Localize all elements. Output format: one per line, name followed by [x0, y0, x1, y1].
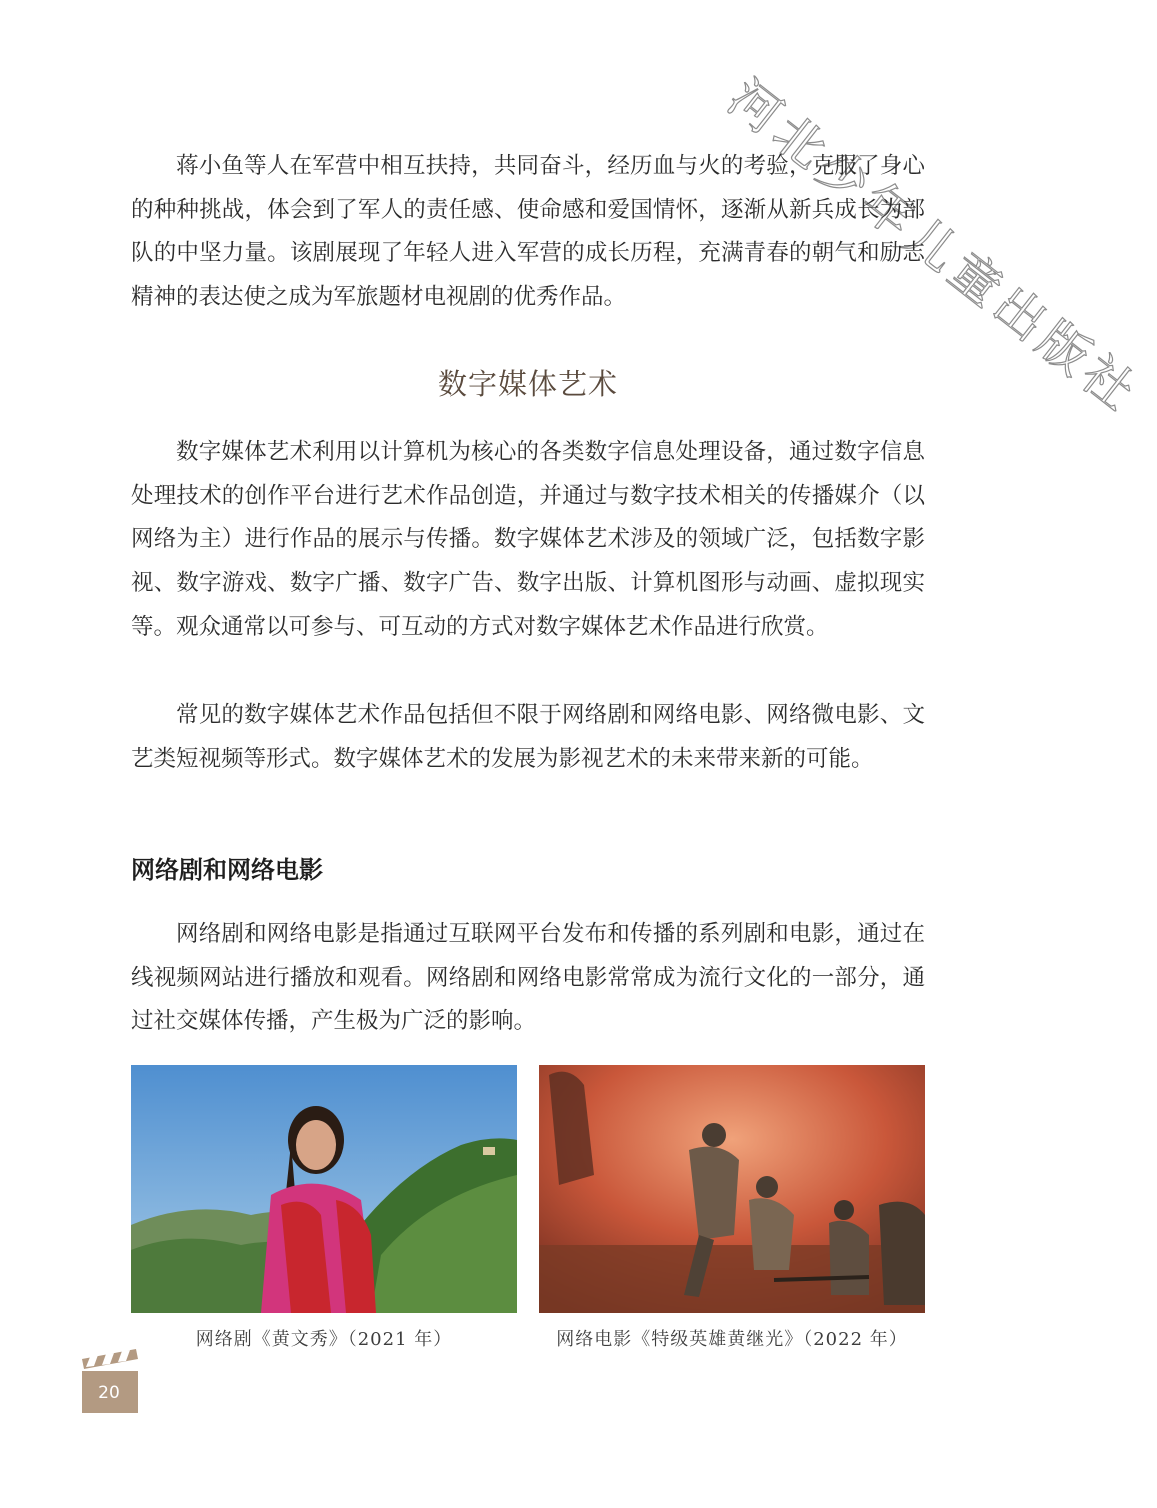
photo-huang-wenxiu	[131, 1065, 517, 1313]
section-title: 数字媒体艺术	[437, 367, 618, 401]
photo-huang-jiguang	[539, 1065, 925, 1313]
paragraph-digital-media-1: 数字媒体艺术利用以计算机为核心的各类数字信息处理设备，通过数字信息处理技术的创作平台进行艺术作品创造，并通过与数字技术相关的传播媒介（以网络为主）进行作品的展示与传播。数字媒体艺术涉及的领域广泛，包括数字影视、数字游戏、数字广播、数字广告、数字出版、计算机图形与动画、虚拟现实等。观众通常以可参与、可互动的方式对数字媒体艺术作品进行欣赏。	[131, 439, 925, 640]
publisher-watermark: 河北少年儿童出版社	[717, 68, 1151, 425]
paragraph-intro: 蒋小鱼等人在军营中相互扶持，共同奋斗，经历血与火的考验，克服了身心的种种挑战，体会到了军人的责任感、使命感和爱国情怀，逐渐从新兵成长为部队的中坚力量。该剧展现了年轻人进入军营的成长历程，充满青春的朝气和励志精神的表达使之成为军旅题材电视剧的优秀作品。	[131, 153, 925, 311]
paragraph-digital-media-2: 常见的数字媒体艺术作品包括但不限于网络剧和网络电影、网络微电影、文艺类短视频等形式。数字媒体艺术的发展为影视艺术的未来带来新的可能。	[131, 702, 925, 772]
paragraph-web-drama: 网络剧和网络电影是指通过互联网平台发布和传播的系列剧和电影，通过在线视频网站进行播放和观看。网络剧和网络电影常常成为流行文化的一部分，通过社交媒体传播，产生极为广泛的影响。	[131, 921, 925, 1035]
caption-photo-2: 网络电影《特级英雄黄继光》（2022 年）	[556, 1329, 908, 1350]
sub-heading: 网络剧和网络电影	[131, 856, 323, 884]
page-number: 20	[98, 1383, 120, 1403]
caption-photo-1: 网络剧《黄文秀》（2021 年）	[195, 1329, 453, 1350]
